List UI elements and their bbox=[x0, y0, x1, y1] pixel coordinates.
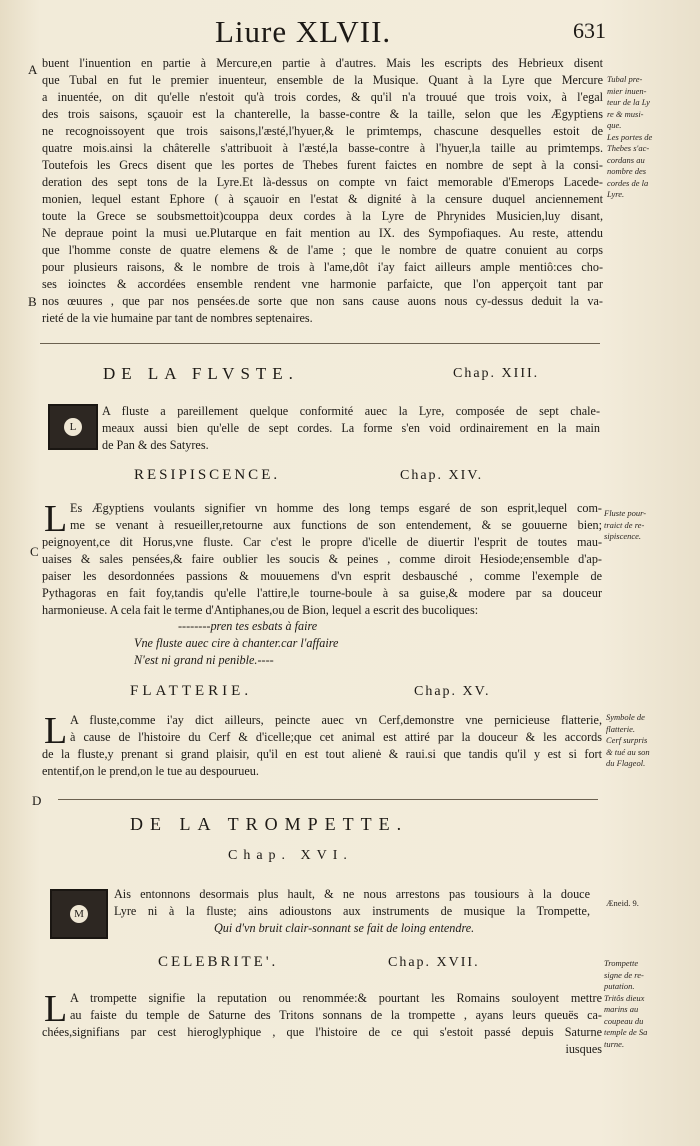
text-line: de la fluste,y prenant si grand plaisir, qu'il en est tout alienė & raui.si que tandis qu'il y est si fort bbox=[42, 747, 602, 761]
verse-quote bbox=[134, 618, 434, 668]
note-line: Symbole de bbox=[606, 712, 645, 722]
section-heading-trompette: DE LA TROMPETTE. bbox=[130, 814, 409, 834]
note-line: Æneid. 9. bbox=[606, 898, 639, 908]
marginal-note-5 bbox=[606, 898, 639, 910]
note-line: Les portes de bbox=[607, 131, 653, 142]
text-line: Toutefois les Grecs disent que les portes de Thebes furent faictes en nombre de sept à la consi- bbox=[42, 158, 603, 172]
verse-line: Vne fluste auec cire à chanter.car l'affaire bbox=[134, 635, 339, 650]
marginal-note-1 bbox=[607, 74, 652, 201]
text-line: à cause de l'histoire du Cerf & d'icelle;que cet animal est attiré par la douceur & les accords bbox=[70, 730, 602, 744]
section-4-text bbox=[42, 712, 602, 782]
verse-line: --------pren tes esbats à faire bbox=[178, 619, 318, 633]
section-2-text bbox=[102, 403, 600, 455]
chapter-label-15: Chap. XV. bbox=[414, 684, 491, 699]
text-line: rieté de la vie humaine par tant de nombres septenaires. bbox=[42, 311, 313, 325]
text-line: A fluste a pareillement quelque conformité auec la Lyre, composée de sept chale- bbox=[102, 404, 600, 418]
marginal-note-6 bbox=[604, 958, 647, 1050]
initial-letter-large: L bbox=[44, 498, 68, 540]
text-line: Lyre ni à la fluste; ains adioustons aux instruments de musique la Trompette, bbox=[114, 904, 590, 918]
text-line: Es Ægyptiens voulants signifier vn homme des long temps esgaré de son esprit,lequel com- bbox=[70, 501, 602, 515]
note-line: Lyre. bbox=[607, 189, 625, 199]
marginal-note-4 bbox=[606, 712, 650, 770]
text-line: A fluste,comme i'ay dict ailleurs, peincte auec vn Cerf,demonstre vne pernicieuse flatterie, bbox=[70, 713, 602, 727]
margin-letter-d: D bbox=[32, 793, 42, 808]
text-line: harmonieuse. A cela fait le terme d'Antiphanes,ou de Bion, lequel a escrit des bucoliques: bbox=[42, 603, 479, 617]
text-line: ne recognoissoyent que trois saisons,l'æsté,l'hyuer,& le primtemps, chascune desquelles estoit de bbox=[42, 124, 603, 138]
note-line: coupeau du bbox=[604, 1015, 644, 1026]
text-line: Ais entonnons desormais plus hault, & ne nous arrestons pas tousiours à la douce bbox=[114, 887, 590, 901]
note-line: teur de la Ly bbox=[607, 97, 650, 107]
text-line: a inuentée, on dit qu'elle n'estoit qu'à trois cordes, & qu'il n'a trouué que trois voix, à l'egal bbox=[42, 90, 603, 104]
note-line: du Flageol. bbox=[606, 758, 646, 768]
verse-line: N'est ni grand ni penible.---- bbox=[134, 652, 274, 667]
ornamental-initial bbox=[50, 889, 108, 939]
chapter-label-16: Chap. XVI. bbox=[228, 848, 353, 863]
chapter-label-17: Chap. XVII. bbox=[388, 955, 480, 970]
note-line: traict de re- bbox=[604, 519, 645, 530]
note-line: cordans au bbox=[607, 154, 645, 165]
margin-letter-b: B bbox=[28, 294, 37, 309]
catchword: iusques bbox=[565, 1042, 602, 1056]
note-line: Tritôs dieux bbox=[604, 992, 645, 1003]
margin-letter-c: C bbox=[30, 544, 39, 559]
text-line: meaux aussi bien qu'elle de sept cordes. La forme s'en void ordinairement en la main bbox=[102, 421, 600, 435]
note-line: & tué au son bbox=[606, 746, 650, 757]
section-heading-celebrite: CELEBRITE'. bbox=[158, 954, 279, 970]
note-line: nombre des bbox=[607, 166, 647, 176]
text-line: que l'homme conste de quatre elemens & de l'ame ; que le nombre de quatre conuient au corps bbox=[42, 243, 603, 257]
text-line: pour plusieurs raisons, & le nombre de trois à l'ame,dôt i'ay faict ailleurs ample mentiô:ces cho- bbox=[42, 260, 603, 274]
section-6-text bbox=[42, 990, 602, 1060]
note-line: flatterie. bbox=[606, 723, 636, 734]
running-title: Liure XLVII. bbox=[215, 14, 392, 49]
chapter-label-14: Chap. XIV. bbox=[400, 468, 484, 483]
note-line: marins au bbox=[604, 1004, 639, 1014]
initial-letter: M bbox=[70, 905, 88, 923]
text-line: buent l'inuention en partie à Mercure,en partie à d'autres. Mais les escripts des Hebrieux disent bbox=[42, 56, 603, 70]
divider bbox=[40, 343, 600, 344]
note-line: Trompette bbox=[604, 958, 639, 968]
initial-letter-large: L bbox=[44, 710, 68, 752]
divider bbox=[58, 799, 598, 800]
page-number: 631 bbox=[573, 18, 606, 43]
note-line: temple de Sa bbox=[604, 1027, 648, 1037]
marginal-note-3 bbox=[604, 508, 646, 543]
section-heading-resipiscence: RESIPISCENCE. bbox=[134, 467, 281, 483]
text-line: me se venant à resueiller,retourne aux functions de son entendement, & se gouuerne bien; bbox=[70, 518, 602, 532]
section-1-text bbox=[42, 55, 603, 327]
section-heading-fluste: DE LA FLVSTE. bbox=[103, 364, 299, 383]
chapter-label-13: Chap. XIII. bbox=[453, 366, 540, 381]
note-line: re & musi- bbox=[607, 108, 644, 119]
text-line: toute la Grece se soubsmettoit)couppa deux cordes à la Lyre de Phrynides Musicien,luy disant, bbox=[42, 209, 603, 223]
text-line: ses ioinctes & accordées ensemble rendent vne harmonie parfaicte, que l'on apperçoit tant par bbox=[42, 277, 603, 291]
note-line: signe de re- bbox=[604, 969, 644, 980]
note-line: Fluste pour- bbox=[604, 508, 647, 518]
poem-quote: Qui d'vn bruit clair-sonnant se fait de loing entendre. bbox=[214, 921, 475, 935]
section-3-text bbox=[42, 500, 602, 620]
note-line: sipiscence. bbox=[604, 531, 642, 541]
note-line: que. bbox=[607, 120, 622, 130]
text-line: au faiste du temple de Saturne des Tritons sonnans de la trompette , ayans leurs queuës ca- bbox=[70, 1008, 602, 1022]
text-line: Pythagoras en fait foy,tandis qu'elle l'attire,le tourne-boule à sa guise,& modere par sa douceur bbox=[42, 586, 602, 600]
text-line: monien, lequel estant Ephore ( à sçauoir en l'estat & dignité à la censure duquel anciennement bbox=[42, 192, 603, 206]
note-line: cordes de la bbox=[607, 177, 649, 188]
initial-letter: L bbox=[64, 418, 82, 436]
initial-letter-large: L bbox=[44, 988, 68, 1030]
text-line: nos œuures , que par nos pensées.de sorte que non sans cause auons nous cy-dessus deduit la va- bbox=[42, 294, 603, 308]
text-line: des trois saisons, sçauoir est la chanterelle, la basse-contre & la taille, selon que les Ægyptiens bbox=[42, 107, 603, 121]
note-line: turne. bbox=[604, 1038, 625, 1049]
text-line: paiser les desordonnées passions & mouuemens d'vn esprit desbausché , comme l'exemple de bbox=[42, 569, 602, 583]
text-line: quatre mois.ainsi la châterelle s'attribuoit à l'æsté,la basse-contre à l'hyuer,la taille au primtemps. bbox=[42, 141, 603, 155]
text-line: Ne depraue point la musi ue.Plutarque en fait mention au IX. des Sympofiaques. Au reste, attendu bbox=[42, 226, 603, 240]
note-line: Tubal pre- bbox=[607, 74, 643, 84]
text-line: que Tubal en fut le premier inuenteur, ensemble de la Musique. Quant à la Lyre que Mercure bbox=[42, 73, 603, 87]
section-heading-flatterie: FLATTERIE. bbox=[130, 683, 253, 699]
note-line: putation. bbox=[604, 981, 635, 991]
note-line: Thebes s'ac- bbox=[607, 143, 650, 153]
text-line: de Pan & des Satyres. bbox=[102, 438, 209, 452]
note-line: mier inuen- bbox=[607, 85, 647, 96]
section-5-text bbox=[114, 886, 590, 920]
margin-letter-a: A bbox=[28, 62, 38, 77]
note-line: Cerf surpris bbox=[606, 735, 648, 745]
text-line: deration des sept tons de la Lyre.Et là-dessus on compte vn faict memorable d'Emerops Lacede- bbox=[42, 175, 603, 189]
text-line: chées,signifians par cest hieroglyphique , que l'histoire de ce qui s'estoit passé depuis Saturne bbox=[42, 1025, 602, 1039]
text-line: ententif,on le prend,on le tue au despourueu. bbox=[42, 764, 259, 778]
text-line: peignoyent,ce dit Horus,vne fluste. Car c'est le propre d'icelle de diuertir l'esprit de toutes mau- bbox=[42, 535, 602, 549]
ornamental-initial bbox=[48, 404, 98, 450]
text-line: A trompette signifie la reputation ou renommée:& pourtant les Romains souloyent mettre bbox=[70, 991, 602, 1005]
text-line: uaises & sales pensées,& faire oublier les soucis & peines , comme diroit Hesiode;ensemble d'ap- bbox=[42, 552, 602, 566]
